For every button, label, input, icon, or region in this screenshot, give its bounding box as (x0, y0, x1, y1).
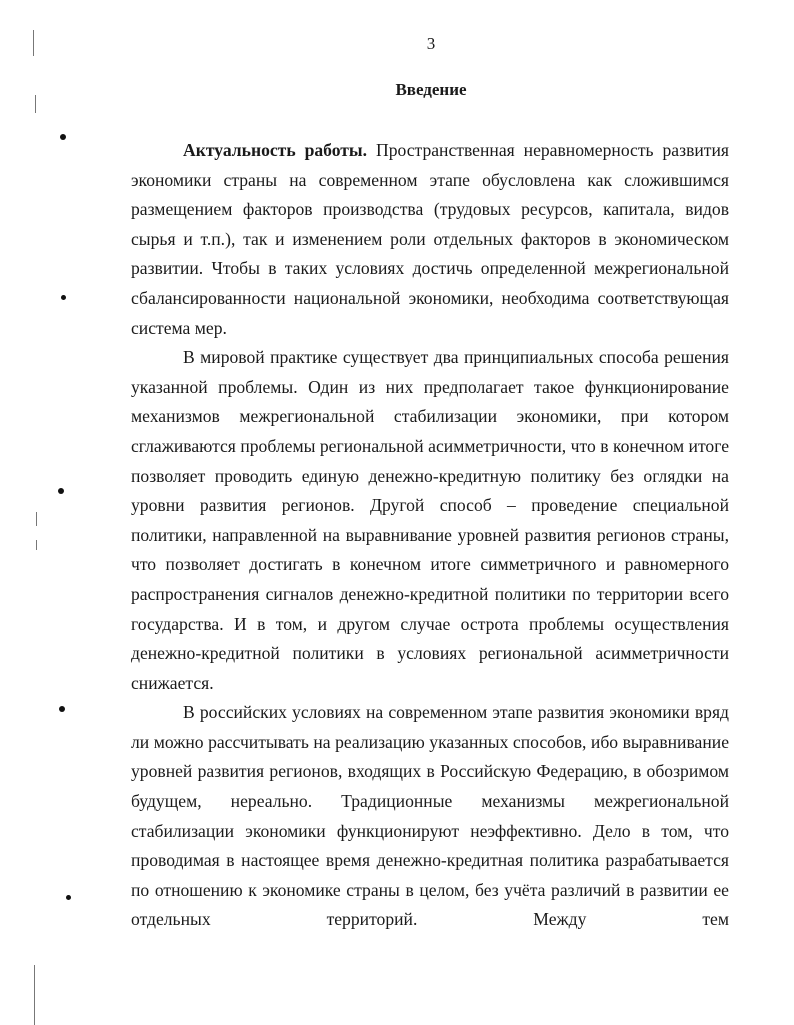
paragraph-russian-conditions: В российских условиях на современном этапе развития экономики вряд ли можно рассчитывать на реализацию указанных способов, ибо выравнивание уровней развития регионов, входящих в Российскую Федерацию, в обозримом будущем, нереально. Традиционные механизмы межрегиональной стабилизации экономики функционируют неэффективно. Дело в том, что проводимая в настоящее время денежно-кредитная политика разрабатывается по отношению к экономике страны в целом, без учёта различий в развитии ее отдельных территорий. Между тем (131, 702, 729, 930)
margin-scan-dot (61, 295, 66, 300)
paragraph-text: Пространственная неравномерность развития экономики страны на современном этапе обусловлена как сложившимся размещением факторов производства (трудовых ресурсов, капитала, видов сырья и т.п.), так и изменением роли отдельных факторов в экономическом развитии. Чтобы в таких условиях достичь определенной межрегиональной сбалансированности национальной экономики, необходима соответствующая система мер. (131, 140, 729, 338)
margin-scan-mark (34, 965, 35, 1025)
margin-scan-dot (59, 706, 65, 712)
page-number: 3 (426, 34, 436, 53)
margin-scan-dot (58, 488, 64, 494)
page-title: Введение (395, 80, 467, 99)
paragraph-relevance (131, 136, 729, 343)
paragraph-world-practice: В мировой практике существует два принципиальных способа решения указанной проблемы. Один из них предполагает такое функционирование механизмов межрегиональной стабилизации экономики, при котором сглаживаются проблемы региональной асимметричности, что в конечном итоге позволяет проводить единую денежно-кредитную политику без оглядки на уровни развития регионов. Другой способ – проведение специальной политики, направленной на выравнивание уровней развития регионов страны, что позволяет достигать в конечном итоге симметричного и равномерного распространения сигналов денежно-кредитной политики по территории всего государства. И в том, и другом случае острота проблемы осуществления денежно-кредитной политики в условиях региональной асимметричности снижается. (131, 347, 729, 693)
margin-scan-dot (66, 895, 71, 900)
document-body (131, 136, 729, 935)
margin-scan-dot (60, 134, 66, 140)
margin-scan-mark (36, 540, 37, 550)
paragraph-lead: Актуальность работы. (183, 140, 368, 160)
margin-scan-mark (36, 512, 37, 526)
